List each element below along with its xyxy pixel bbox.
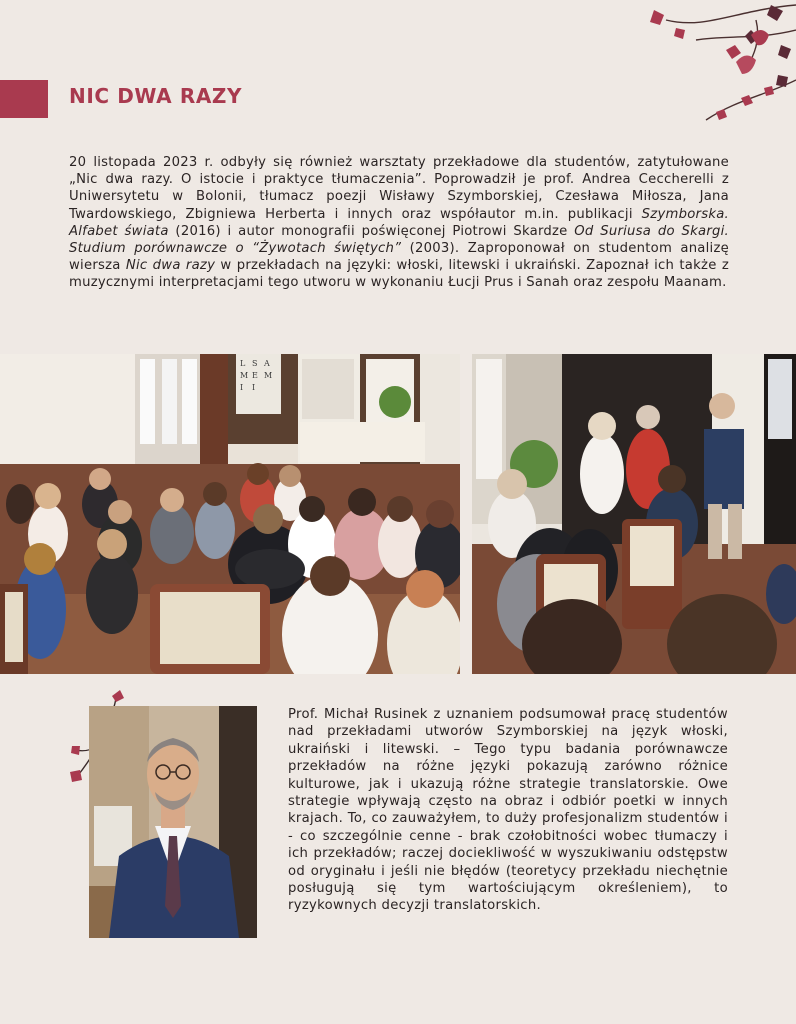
- banner-letter-2: S: [252, 359, 258, 368]
- poem-title: Nic dwa razy: [125, 258, 216, 274]
- banner-letter-5: E: [252, 371, 258, 380]
- speaker-portrait-photo: [89, 706, 257, 938]
- banner-letter-3: A: [264, 359, 270, 368]
- banner-letter-1: L: [240, 359, 246, 368]
- rusinek-summary-paragraph: Prof. Michał Rusinek z uznaniem podsumował pracę studentów nad przekładami utworów Szymborskiej na język włoski, ukraiński i litewski. – Tego typu badania porównawcze przekładów na różne języki pokazują zarówno różnice kulturowe, jak i ukazują różne strategie translatorskie. Owe strategie wpływają często na obraz i odbiór poetki w innych krajach. To, co zauważyłem, to duży profesjonalizm studentów i - co szczególnie cenne - brak czołobitności wobec tłumaczy i ich przekładów; raczej dociekliwość w wyszukiwaniu odstępstw od oryginału i jeśli nie błędów (teoretycy przekładu niechętnie posługują się tym wartościującym określeniem), to ryzykownych decyzji translatorskich.: [288, 707, 728, 914]
- banner-letter-4: M: [240, 371, 249, 380]
- workshop-audience-photo: [0, 354, 460, 674]
- banner-letter-6: M: [264, 371, 273, 380]
- banner-letter-7: I: [240, 383, 244, 392]
- title-accent-bar: [0, 80, 48, 118]
- intro-paragraph: 20 listopada 2023 r. odbyły się również warsztaty przekładowe dla studentów, zatytułowane „Nic dwa razy. O istocie i praktyce tłumaczenia”. Poprowadził je prof. Andrea Ceccherelli z Uniwersytetu w Bolonii, tłumacz poezji Wisławy Szymborskiej, Czesława Miłosza, Jana Twardowskiego, Zbigniewa Herberta i innych oraz współautor m.in. publikacji Szymborska. Alfabet świata (2016) i autor monografii poświęconej Piotrowi Skardze Od Suriusa do Skargi. Studium porównawcze o “Żywotach świętych” (2003). Zaproponował on studentom analizę wiersza Nic dwa razy w przekładach na języki: włoski, litewski i ukraiński. Zapoznał ich także z muzycznymi interpretacjami tego utworu w wykonaniu Łucji Prus i Sanah oraz zespołu Maanam.: [69, 155, 730, 291]
- page-title: NIC DWA RAZY: [69, 84, 243, 108]
- floral-ornament-top: [636, 0, 796, 130]
- workshop-speakers-photo: [472, 354, 796, 674]
- banner-letter-8: I: [252, 383, 256, 392]
- book-title-alfabet: Szymborska. Alfabet świata: [69, 206, 729, 239]
- book-title-monograph: Od Suriusa do Skargi. Studium porównawcze o “Żywotach świętych”: [69, 223, 729, 257]
